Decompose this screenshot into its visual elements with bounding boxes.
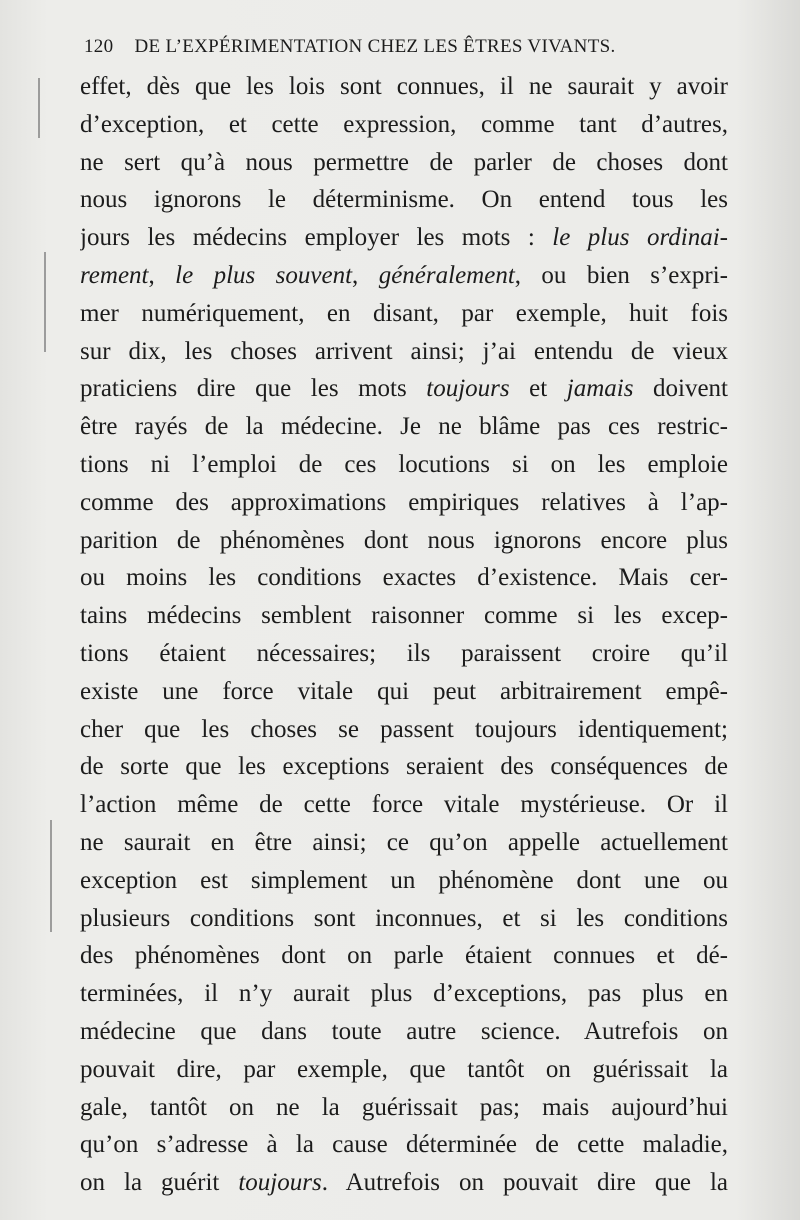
text-segment: pouvait dire, par exemple, que tantôt on guérissait la	[80, 1055, 728, 1083]
text-segment: ne sert qu’à nous permettre de parler de choses dont	[80, 148, 728, 176]
text-line	[80, 257, 728, 295]
text-segment: nous ignorons le déterminisme. On entend tous les	[80, 186, 728, 214]
text-line	[80, 295, 728, 333]
pencil-margin-mark	[44, 252, 46, 352]
text-segment: effet, dès que les lois sont connues, il ne saurait y avoir	[80, 73, 728, 100]
text-line	[80, 900, 728, 938]
text-segment: . Autrefois on pouvait dire que la	[321, 1169, 728, 1197]
body-text	[80, 68, 728, 1202]
text-line	[80, 106, 728, 144]
text-segment: gale, tantôt on ne la guérissait pas; mais aujourd’hui	[80, 1093, 728, 1121]
text-segment: terminées, il n’y aurait plus d’exceptions, pas plus en	[80, 980, 728, 1008]
text-segment: ne saurait en être ainsi; ce qu’on appelle actuellement	[80, 828, 728, 856]
italic-text: toujours	[426, 375, 510, 403]
text-line	[80, 1051, 728, 1089]
text-line	[80, 522, 728, 560]
text-segment: d’exception, et cette expression, comme tant d’autres,	[80, 110, 728, 138]
text-segment: plusieurs conditions sont inconnues, et si les conditions	[80, 904, 728, 932]
page-number: 120	[84, 36, 114, 57]
pencil-margin-mark	[38, 78, 40, 138]
text-segment: sur dix, les choses arrivent ainsi; j’ai entendu de vieux	[80, 337, 728, 365]
text-line	[80, 635, 728, 673]
text-segment: qu’on s’adresse à la cause déterminée de cette maladie,	[80, 1131, 728, 1159]
text-segment: doivent	[633, 375, 728, 403]
text-segment: cher que les choses se passent toujours identiquement;	[80, 715, 728, 743]
italic-text: rement	[80, 261, 149, 289]
text-segment: existe une force vitale qui peut arbitrairement empê-	[80, 677, 728, 705]
italic-text: le plus souvent	[175, 261, 353, 289]
text-segment: tions ni l’emploi de ces locutions si on les emploie	[80, 450, 728, 478]
text-segment: et	[509, 375, 567, 403]
text-segment: des phénomènes dont on parle étaient connues et dé-	[80, 942, 728, 970]
text-segment: , ou bien s’expri-	[514, 261, 728, 289]
text-line	[80, 219, 728, 257]
text-line	[80, 711, 728, 749]
text-segment: ,	[148, 261, 176, 289]
text-segment: comme des approximations empiriques relatives à l’ap-	[80, 488, 728, 516]
text-line	[80, 975, 728, 1013]
text-segment: être rayés de la médecine. Je ne blâme pas ces restric-	[80, 413, 728, 441]
text-line	[80, 1126, 728, 1164]
text-line	[80, 408, 728, 446]
text-segment: l’action même de cette force vitale mystérieuse. Or il	[80, 791, 728, 819]
text-line	[80, 937, 728, 975]
italic-text: le plus ordinai-	[552, 224, 728, 252]
text-segment: tains médecins semblent raisonner comme si les excep-	[80, 602, 728, 630]
text-line	[80, 1089, 728, 1127]
text-segment: mer numériquement, en disant, par exemple, huit fois	[80, 299, 728, 327]
italic-text: généralement	[378, 261, 515, 289]
text-segment: ,	[352, 261, 379, 289]
text-segment: tions étaient nécessaires; ils paraissent croire qu’il	[80, 639, 728, 667]
text-line	[80, 862, 728, 900]
text-line	[80, 68, 728, 106]
text-line	[80, 559, 728, 597]
text-line	[80, 181, 728, 219]
text-line	[80, 597, 728, 635]
text-segment: on la guérit	[80, 1169, 239, 1197]
text-segment: exception est simplement un phénomène dont une ou	[80, 866, 728, 894]
text-line	[80, 673, 728, 711]
text-segment: de sorte que les exceptions seraient des conséquences de	[80, 753, 728, 781]
italic-text: toujours	[238, 1169, 322, 1197]
text-line	[80, 446, 728, 484]
text-line	[80, 786, 728, 824]
text-segment: ou moins les conditions exactes d’existence. Mais cer-	[80, 564, 728, 592]
text-line	[80, 824, 728, 862]
pencil-margin-mark	[50, 820, 52, 932]
text-segment: praticiens dire que les mots	[80, 375, 427, 403]
text-line	[80, 144, 728, 182]
running-title: DE L’EXPÉRIMENTATION CHEZ LES ÊTRES VIVANTS.	[134, 36, 616, 57]
text-line	[80, 748, 728, 786]
text-segment: parition de phénomènes dont nous ignorons encore plus	[80, 526, 728, 554]
italic-text: jamais	[566, 375, 634, 403]
text-line	[80, 370, 728, 408]
text-line	[80, 484, 728, 522]
text-segment: jours les médecins employer les mots :	[80, 224, 553, 252]
running-header	[84, 36, 724, 58]
text-line	[80, 1164, 728, 1202]
text-line	[80, 333, 728, 371]
text-line	[80, 1013, 728, 1051]
text-segment: médecine que dans toute autre science. Autrefois on	[80, 1017, 728, 1045]
